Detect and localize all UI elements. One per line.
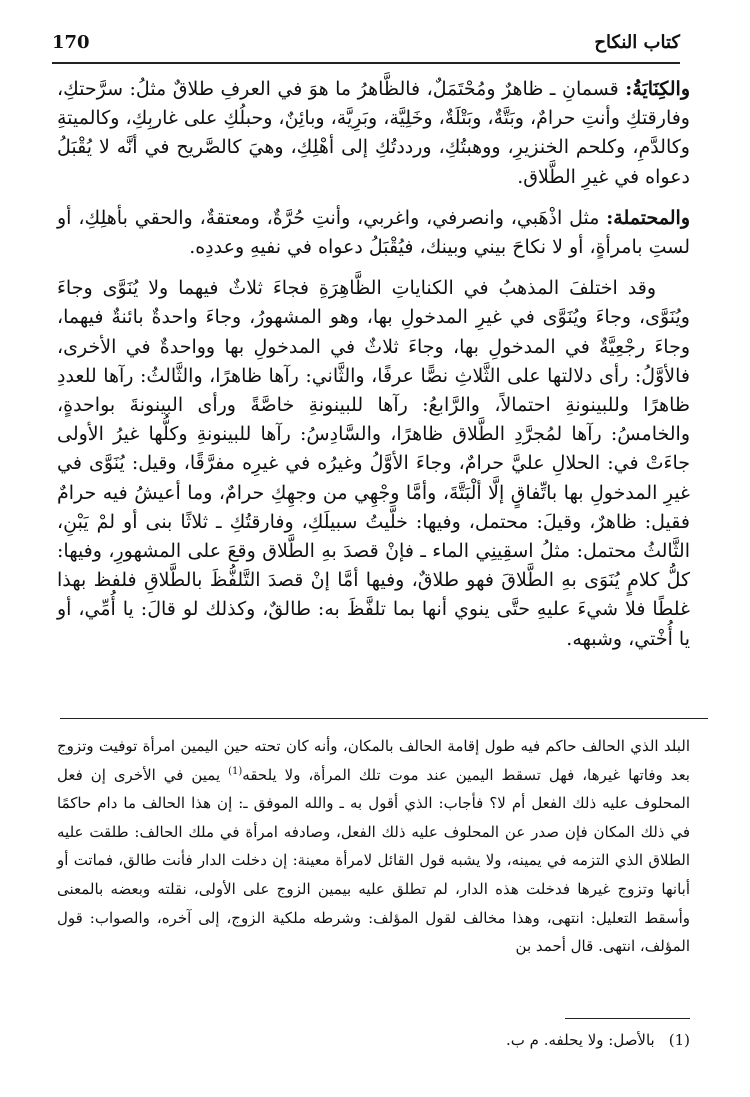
term-kinaya: والكِنَايَةُ: <box>625 78 690 100</box>
paragraph-kinaya-text: قسمانِ ـ ظاهرٌ ومُحْتَمَلٌ، فالظَّاهرُ ما هوَ في العرفِ طلاقٌ مثلُ: سرَّحتكِ، وفارقتكِ وأنتِ حرامٌ، وبَتَّةٌ، وبَتْلَةٌ، وخَلِيَّة، وبَرِيَّة، وبائِنٌ، وحبلُكِ على غاربِكِ، وكالميتةِ وكالدَّمِ، وكلحم الخنزيرِ، ووهبتُكِ، ورددتُكِ إلى أهْلِكِ، وهيَ كالصَّريح في أنَّه لا يُقْبَلُ دعواه في غيرِ الطَّلاق. <box>57 78 690 188</box>
notes-block <box>57 732 690 961</box>
footnote-marker: (1) <box>668 1031 690 1049</box>
paragraph-muhtamala-text: مثل اذْهَبي، وانصرفي، واغربي، وأنتِ حُرَّةٌ، ومعتقةٌ، والحقي بأهلِكِ، أو لستِ بامرأةٍ، أو لا نكاحَ بيني وبينك، فيُقْبَلُ دعواه في نفيهِ وعددِه. <box>57 206 690 259</box>
header-rule <box>52 62 680 64</box>
page-number: 170 <box>52 32 90 53</box>
paragraph-muhtamala <box>57 204 690 262</box>
page-header <box>52 30 680 64</box>
note-reference-marker: (1) <box>228 765 243 777</box>
footnote-separator <box>565 1018 690 1019</box>
running-title: كتاب النكاح <box>594 32 680 53</box>
term-muhtamala: والمحتملة: <box>606 206 690 229</box>
footnote-text: بالأصل: ولا يحلفه. م ب. <box>506 1031 655 1049</box>
notes-paragraph <box>57 732 690 961</box>
paragraph-ikhtilaf: وقد اختلفَ المذهبُ في الكناياتِ الظَّاهِرَةِ فجاءَ ثلاثٌ فيهما ولا يُنَوَّى وجاءَ ويُنَوَّى، وجاءَ ويُنَوَّى في غيرِ المدخولِ بها، وهو المشهورُ، وجاءَ واحدةٌ بائنةٌ فيهما، وجاءَ رجْعِيَّةٌ في المدخولِ بها، وجاءَ ثلاثٌ في المدخولِ بها وواحدةٌ في الأخرى، فالأوَّلُ: رأى دلالتها على الثَّلاثِ نصًّا عرفًا، والثَّاني: رآها ظاهرًا، والثَّالثُ: رآها للعددِ ظاهرًا وللبينونةِ احتمالاً، والرَّابعُ: رآها للبينونةِ خاصَّةً ورأى البينونةَ بواحدةٍ، والخامسُ: رآها لمُجرَّدِ الطَّلاق ظاهرًا، والسَّادِسُ: رآها للبينونةِ وكلُّها غيرُ الأولى جاءَتْ في: الحلالِ عليَّ حرامٌ، وجاءَ الأوَّلُ وغيرُه في غيرِه مفرَّقًا، وقيل: يُنَوَّى في غيرِ المدخولِ بها باتِّفاقٍ إلَّا ألْبَتَّةَ، وأمَّا وجْهِي من وجهِكِ حرامٌ، وما أعيشُ فيه حرامٌ فقيل: ظاهرٌ، وقيلَ: محتمل، وفيها: خلَّيتُ سبيلَكِ، وفارقتُكِ ـ ثلاثًا بنى أو لمْ يَبْنِ، الثَّالثُ محتمل: مثلُ اسقِينِي الماء ـ فإنْ قصدَ بهِ الطَّلاق وقعَ على المشهورِ، وفيها: كلُّ كلامٍ يُنَوَى بهِ الطَّلاقَ فهو طلاقٌ، وفيها أمَّا إنْ قصدَ التَّلفُّظَ بالطَّلاقِ فلفظ بهذا غلطًا فلا شيءَ عليهِ حتَّى ينوي أنها بما تلفَّظَ به: طالقٌ، وكذلك لو قالَ: يا أُمِّي، أو يا أُخْتي، وشبهه. <box>57 277 690 650</box>
footnote <box>57 1028 690 1052</box>
notes-text-part2: يمين في الأخرى إن فعل المحلوف عليه ذلك الفعل أم لا؟ فأجاب: الذي أقول به ـ والله الموفق ـ: إن هذا الحالف ما دام حاكمًا في ذلك المكان فإن صدر عن المحلوف عليه ذلك الفعل، وصادفه امرأة في ملك الحالف: طلقت عليه الطلاق الذي التزمه في يمينه، ولا يشبه قول القائل لامرأة معينة: إن دخلت الدار فأنت طالق، فماتت أو أبانها وتزوج غيرها فدخلت هذه الدار، لم تطلق عليه بيمين الزوج على الأولى، نقلته وبعضه بالمعنى وأسقط التعليل: انتهى، وهذا مخالف لقول المؤلف: وشرطه ملكية الزوج، إلى آخره، والصواب: قول المؤلف، انتهى. قال أحمد بن <box>57 765 690 956</box>
notes-separator <box>60 718 708 719</box>
main-text <box>57 75 690 666</box>
notes-text-part1: البلد الذي الحالف حاكم فيه طول إقامة الحالف بالمكان، وأنه كان تحته حين اليمين امرأة توفيت وتزوج بعد وفاتها غيرها، فهل تسقط اليمين عند موت تلك المرأة، ولا يلحقه <box>57 737 690 784</box>
paragraph-kinaya <box>57 75 690 192</box>
